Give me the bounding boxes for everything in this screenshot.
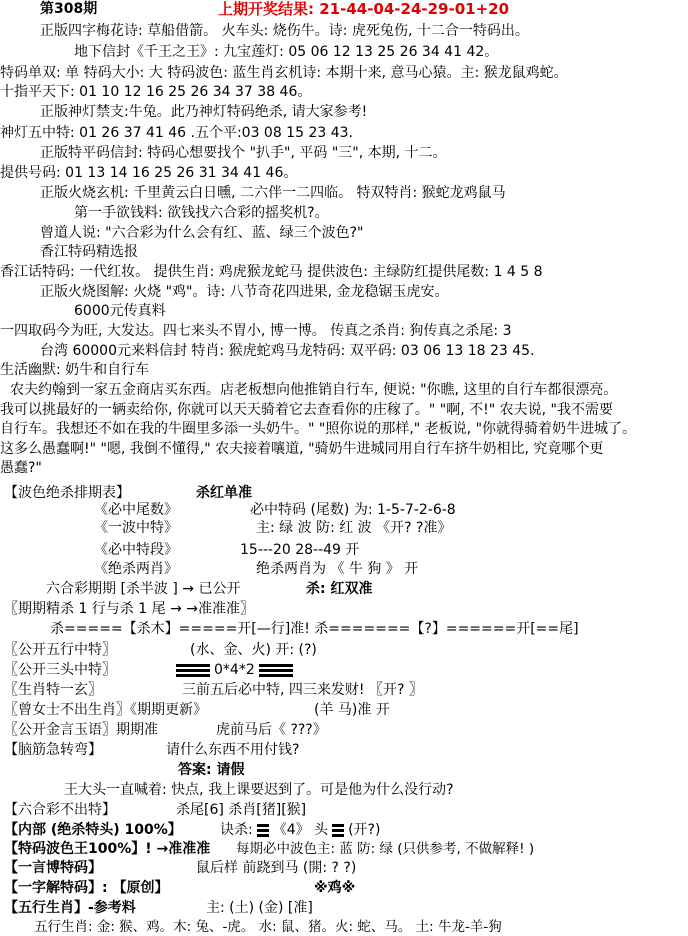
row-value: 必中特码 (尾数) 为: 1-5-7-2-6-8: [250, 502, 456, 518]
bar-mark: [259, 669, 293, 672]
row-value: 主: 绿 波 防: 红 波 《开? ?准》: [256, 520, 452, 536]
text-line: 我可以挑最好的一辆卖给你, 你就可以天天骑着它去查看你的庄稼了。" "啊, 不!" 农夫说, "我不需要: [0, 402, 613, 418]
row-label: 〖公开金言玉语〗期期准: [4, 722, 158, 738]
text-line: 正版特平码信封: 特码心想要找个 "扒手", 平码 "三", 本期, 十二。: [40, 145, 447, 161]
text-line: 6000元传真料: [74, 303, 166, 319]
text-line: 正版四字梅花诗: 草船借箭。 火车头: 烧伤牛。诗: 虎死兔伤, 十二合一特码出。: [40, 23, 529, 39]
text-line: 香江特码精选报: [40, 244, 138, 260]
row-value: 杀尾[6] 杀肖[猪][猴]: [176, 802, 307, 818]
row-value: (开?): [348, 822, 381, 838]
row-value: (水、金、火) 开: (?): [190, 642, 317, 658]
row-value: 鼠后样 前跷到马 (開: ? ?): [196, 860, 357, 876]
text-line: 特码单双: 单 特码大小: 大 特码波色: 蓝生肖玄机诗: 本期十来, 意马心猿。主: 猴龙鼠鸡蛇。: [0, 65, 568, 81]
text-line: 五行生肖: 金: 猴、鸡。木: 兔、-虎。 水: 鼠、猪。火: 蛇、马。 土: 牛龙-羊-狗: [34, 919, 502, 935]
row-value: 三前五后必中特, 四三来发财! 〖开? 〗: [182, 682, 423, 698]
last-result: 上期开奖结果: 21-44-04-24-29-01+20: [218, 0, 510, 18]
text-line: 提供号码: 01 13 14 16 25 26 31 34 41 46。: [0, 165, 298, 181]
riddle-answer: 答案: 请假: [178, 762, 245, 778]
row-label: 《绝杀两肖》: [94, 561, 178, 577]
text-line: 愚蠢?": [0, 460, 42, 476]
row-value: 每期必中波色主: 蓝 防: 绿 (只供参考, 不做解释! ): [236, 841, 535, 857]
row-label: 《必中特段》: [94, 542, 178, 558]
row-label: 【一言博特码】: [4, 860, 102, 876]
text-line: 香江话特码: 一代红妆。 提供生肖: 鸡虎猴龙蛇马 提供波色: 主绿防红提供尾数: 1 4 5 8: [0, 264, 543, 280]
row-label: 【内部 (绝杀特头) 100%】: [4, 822, 182, 838]
bar-mark: [257, 829, 269, 832]
section-heading: 【波色绝杀排期表】: [4, 485, 130, 501]
text-line: 正版神灯禁支:牛兔。此乃神灯特码绝杀, 请大家参考!: [40, 104, 368, 120]
row-value: 15---20 28--49 开: [240, 542, 360, 558]
text-line: 曾道人说: "六合彩为什么会有红、蓝、绿三个波色?": [40, 225, 364, 241]
row-value: 诀杀:: [220, 822, 253, 838]
row-label: 《必中尾数》: [94, 502, 178, 518]
text-line: 自行车。我想还不如在我的牛圈里多添一头奶牛。" "照你说的那样," 老板说, "你就得骑着奶牛进城了。: [0, 421, 637, 437]
row-value: 《4》 头: [272, 822, 329, 838]
row-label: 〖公开三头中特〗: [4, 662, 116, 678]
row-label: 六合彩期期 [杀半波 ] → 已公开: [46, 581, 241, 597]
row-value: 杀: 红双准: [306, 581, 373, 597]
text-line: 第一手欲钱料: 欲钱找六合彩的摇奖机?。: [74, 205, 329, 221]
text-line: 地下信封《千王之王》: 九宝莲灯: 05 06 12 13 25 26 34 41 42。: [74, 44, 499, 60]
row-label: 【五行生肖】-参考料: [4, 900, 136, 916]
text-line: 神灯五中特: 01 26 37 41 46 .五个平:03 08 15 23 43.: [0, 125, 353, 141]
row-value: 0*4*2: [214, 662, 255, 678]
text-line: 正版火烧玄机: 千里黄云白日曛, 二六伴一二四临。 特双特肖: 猴蛇龙鸡鼠马: [40, 185, 506, 201]
row-value: 虎前马后《 ???》: [216, 722, 327, 738]
row-value: 绝杀两肖为 《 牛 狗 》 开: [256, 561, 419, 577]
text-line: 王大头一直喊着: 快点, 我上课要迟到了。可是他为什么没行动?: [64, 782, 454, 798]
row-label: 【脑筋急转弯】: [4, 742, 102, 758]
text-line: 农夫约翰到一家五金商店买东西。店老板想向他推销自行车, 便说: "你瞧, 这里的自行车都很漂亮。: [10, 382, 618, 398]
issue-number: 第308期: [40, 1, 98, 17]
three-head-row: [172, 661, 297, 679]
text-line: 正版火烧图解: 火烧 "鸡"。诗: 八节奇花四进果, 金龙稳锯玉虎安。: [40, 284, 449, 300]
row-label: 〖公开五行中特〗: [4, 642, 116, 658]
bar-mark: [332, 829, 344, 832]
row-value: 主: (土) (金) [准]: [206, 900, 313, 916]
row-label: 〖曾女士不出生肖〗《期期更新》: [4, 702, 207, 718]
text-line: 这多么愚蠢啊!" "嗯, 我倒不懂得," 农夫接着嚷道, "骑奶牛进城同用自行车挤牛奶相比, 究竟哪个更: [0, 441, 604, 457]
text-line: 台湾 60000元来料信封 特肖: 猴虎蛇鸡马龙特码: 双平码: 03 06 13 18 23 45.: [40, 343, 535, 359]
row-label: 【六合彩不出特】: [4, 802, 116, 818]
text-line: 杀=====【杀木】=====开[—行]准! 杀=======【?】======开[==尾]: [50, 621, 579, 637]
row-label: 【特码波色王100%】! →准准准: [4, 841, 211, 857]
row-label: 〖生肖特一玄〗: [4, 682, 102, 698]
humor-title: 生活幽默: 奶牛和自行车: [0, 362, 150, 378]
text-line: 十指平天下: 01 10 12 16 25 26 34 37 38 46。: [0, 84, 312, 100]
section-value: 杀红单准: [196, 485, 252, 501]
row-value: 请什么东西不用付钱?: [166, 742, 300, 758]
kill-head-row: [220, 821, 380, 839]
text-line: 〖期期精杀 1 行与杀 1 尾 → →准准准〗: [4, 601, 254, 617]
bar-mark: [176, 669, 210, 672]
row-label: 【一字解特码】: 【原创】: [4, 880, 169, 896]
row-label: 《一波中特》: [94, 520, 178, 536]
row-value: ※鸡※: [314, 880, 356, 896]
row-value: (羊 马)准 开: [314, 702, 390, 718]
text-line: 一四取码今为旺, 大发达。四七来头不胃小, 博一博。 传真之杀肖: 狗传真之杀尾: 3: [0, 323, 512, 339]
